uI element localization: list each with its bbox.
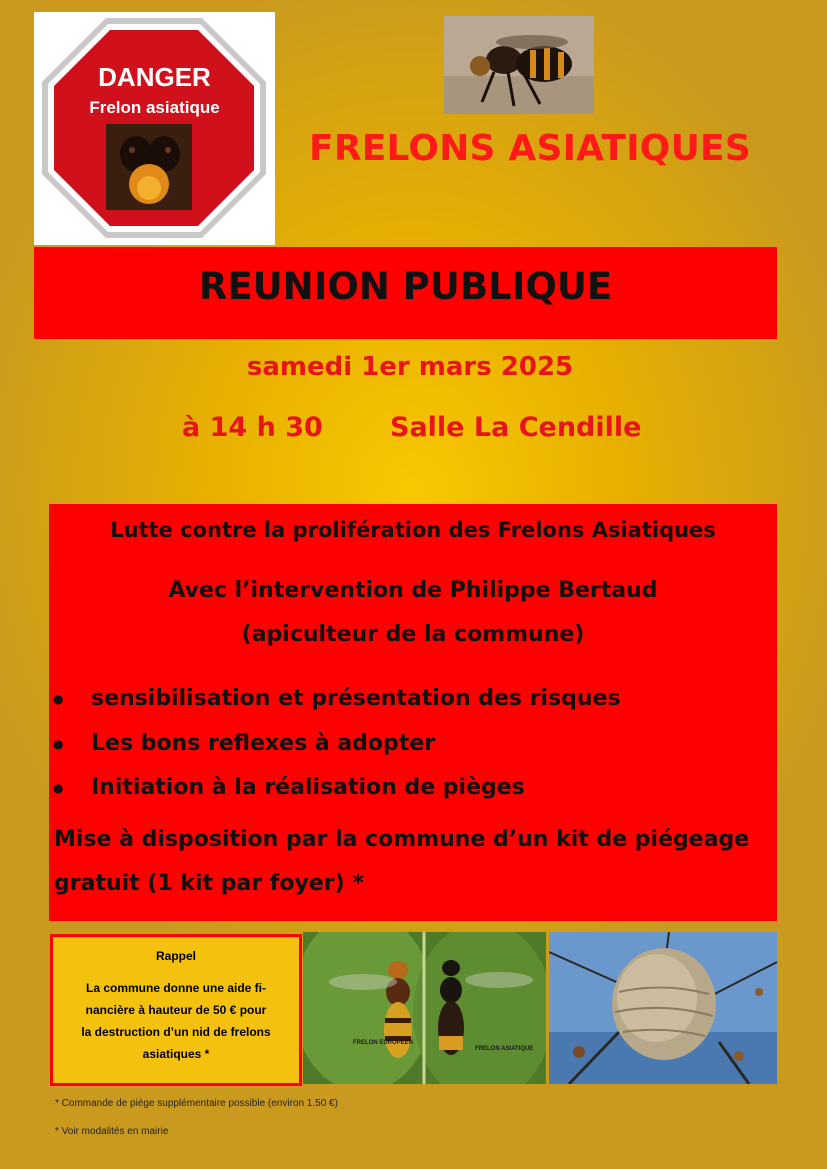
event-date: samedi 1er mars 2025 [246, 352, 574, 382]
speaker-line: Avec l’intervention de Philippe Bertaud [168, 578, 658, 603]
banner-title: REUNION PUBLIQUE [198, 265, 613, 308]
list-item: ● Initiation à la réalisation de pièges [53, 775, 525, 800]
bullet-icon: ● [53, 781, 64, 795]
footnote: * Voir modalités en mairie [55, 1126, 169, 1137]
kit-line: Mise à disposition par la commune d’un kit de piégeage [54, 827, 750, 852]
footnote: * Commande de piège supplémentaire possible (environ 1.50 €) [55, 1098, 338, 1109]
hornet-comparison-photo [303, 932, 546, 1084]
event-time: à 14 h 30 [182, 412, 323, 443]
kit-line: gratuit (1 kit par foyer) * [54, 871, 364, 896]
topic-line: Lutte contre la prolifération des Frelons Asiatiques [110, 518, 716, 542]
reminder-text: La commune donne une aide fi- nancière à hauteur de 50 € pour la destruction d’un nid de frelons asiatiques * [81, 981, 271, 1061]
reminder-title: Rappel [155, 949, 196, 963]
page-title: FRELONS ASIATIQUES [309, 128, 751, 169]
danger-sign [34, 12, 275, 245]
hornet-photo [444, 16, 594, 114]
bullet-icon: ● [53, 692, 64, 706]
danger-subtitle: Frelon asiatique [89, 98, 220, 117]
label-asian: FRELON ASIATIQUE [475, 1046, 534, 1052]
danger-title: DANGER [98, 62, 211, 92]
list-item: ● Les bons reflexes à adopter [53, 731, 436, 756]
speaker-role: (apiculteur de la commune) [241, 622, 585, 647]
banner [34, 247, 777, 339]
nest-photo [549, 932, 777, 1084]
label-european: FRELON EUROPEEN [353, 1040, 414, 1046]
info-box [49, 504, 777, 921]
event-place: Salle La Cendille [390, 412, 642, 443]
bullet-icon: ● [53, 737, 64, 751]
kit-offer [54, 818, 774, 906]
reminder-box [50, 934, 302, 1086]
hornet-face-photo [106, 124, 192, 210]
list-item: ● sensibilisation et présentation des risques [53, 686, 621, 711]
